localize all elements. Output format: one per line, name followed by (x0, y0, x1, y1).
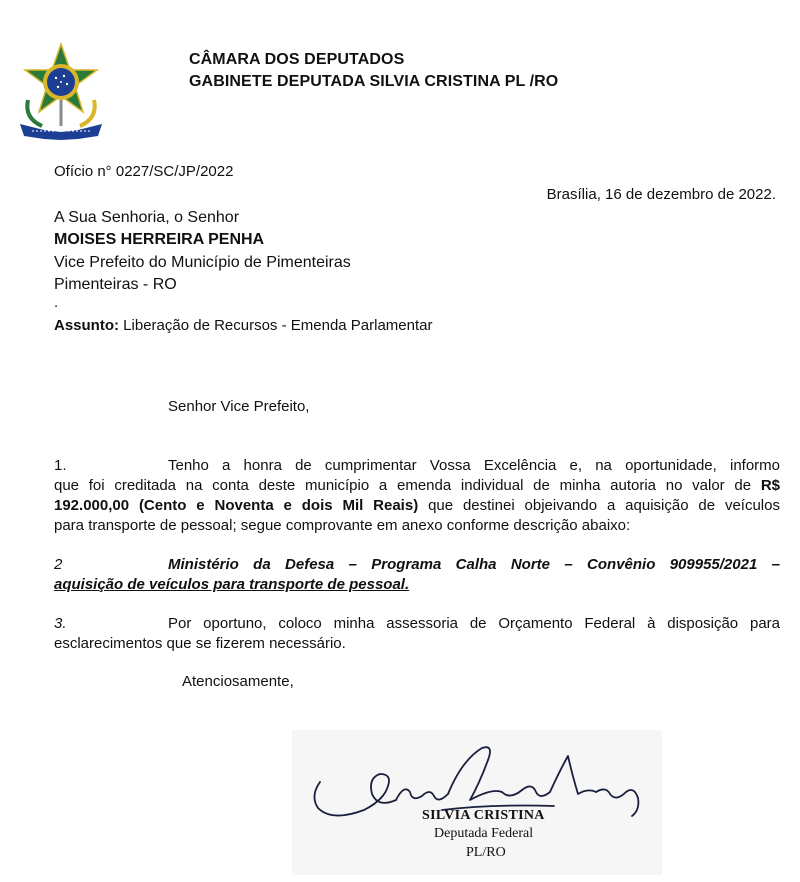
paragraph-3-line-2: esclarecimentos que se fizerem necessário. (54, 635, 346, 652)
paragraph-1-text-3: que destinei objeivando a aquisição de veículos (428, 497, 780, 514)
paragraph-2-line-2: aquisição de veículos para transporte de pessoal. (54, 576, 410, 593)
signatory-role: Deputada Federal (434, 826, 534, 841)
amount-currency: R$ (760, 477, 781, 494)
header-chamber: CÂMARA DOS DEPUTADOS (189, 51, 405, 68)
paragraph-2 (54, 555, 780, 595)
paragraph-2-number: 2 (54, 556, 63, 573)
paragraph-1-line-1 (54, 456, 780, 476)
addressee-place: Pimenteiras - RO (54, 276, 177, 293)
paragraph-1-line-3 (54, 496, 780, 516)
paragraph-1-number: 1. (54, 457, 67, 474)
subject-label: Assunto: (54, 317, 119, 334)
paragraph-1-line-2 (54, 476, 780, 496)
addressee-greeting: A Sua Senhoria, o Senhor (54, 209, 240, 226)
salutation: Senhor Vice Prefeito, (168, 398, 310, 415)
paragraph-1-line-4: para transporte de pessoal; segue comprovante em anexo conforme descrição abaixo: (54, 517, 631, 534)
paragraph-3 (54, 614, 780, 654)
closing: Atenciosamente, (182, 673, 294, 690)
paragraph-3-line-1 (54, 614, 780, 634)
subject-line (54, 317, 433, 334)
signatory-party: PL/RO (466, 845, 506, 860)
oficio-number: Ofício n° 0227/SC/JP/2022 (54, 163, 234, 180)
paragraph-2-line-1 (54, 555, 780, 575)
subject-text: Liberação de Recursos - Emenda Parlamentar (123, 317, 433, 334)
addressee-name: MOISES HERREIRA PENHA (54, 231, 265, 248)
signatory-name: SILVIA CRISTINA (422, 808, 545, 823)
paragraph-1-text-2: que foi creditada na conta deste município a emenda individual de minha autoria no valor de (54, 477, 752, 494)
paragraph-1-text-1: Tenho a honra de cumprimentar Vossa Excelência e, na oportunidade, informo (168, 457, 780, 474)
paragraph-3-text-1: Por oportuno, coloco minha assessoria de Orçamento Federal à disposição para (168, 615, 780, 632)
signature-area (292, 730, 662, 875)
paragraph-1 (54, 456, 780, 536)
paragraph-2-text-1: Ministério da Defesa – Programa Calha Norte – Convênio 909955/2021 – (168, 556, 780, 573)
amount-value: 192.000,00 (Cento e Noventa e dois Mil Reais) (54, 497, 419, 514)
addressee-title: Vice Prefeito do Município de Pimenteiras (54, 254, 351, 271)
coat-of-arms-icon (14, 40, 108, 140)
letter-date: Brasília, 16 de dezembro de 2022. (546, 186, 776, 203)
header-office: GABINETE DEPUTADA SILVIA CRISTINA PL /RO (189, 73, 559, 90)
addressee-dot: . (54, 294, 59, 311)
paragraph-3-number: 3. (54, 615, 67, 632)
